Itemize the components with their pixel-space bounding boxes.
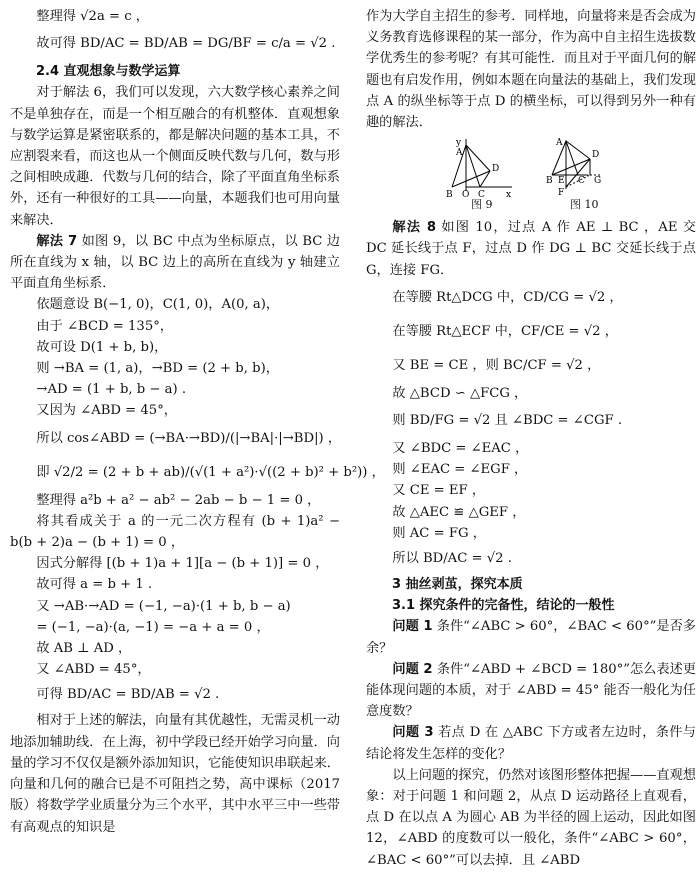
section-heading: 2.4 直观想象与数学运算 — [36, 64, 181, 80]
question-paragraph — [366, 659, 696, 723]
question-label: 问题 1 — [392, 619, 433, 635]
equation-line: = (−1, −a)·(a, −1) = −a + a = 0 ， — [36, 619, 270, 635]
equation-line: 则 ∠EAC = ∠EGF ， — [392, 462, 528, 478]
equation-line: 整理得 a²b + a² − ab² − 2ab − b − 1 = 0 ， — [36, 492, 321, 508]
equation-line: 又 ∠ABD = 45°， — [36, 662, 151, 678]
equation-line: 又 BE = CE ，则 BC/CF = √2 ， — [392, 357, 601, 373]
equation-line: 则 BD/FG = √2 且 ∠BDC = ∠CGF . — [392, 413, 623, 429]
paragraph — [366, 217, 696, 281]
equation-line: 又 ∠BDC = ∠EAC ， — [392, 441, 529, 457]
paragraph — [10, 231, 340, 295]
fig9-label-y: y — [456, 138, 462, 149]
subsection-heading: 3.1 探究条件的完备性，结论的一般性 — [392, 598, 615, 614]
figure-10 — [546, 135, 618, 199]
question-text: 条件“∠ABC > 60°，∠BAC < 60°”是否多余？ — [366, 619, 696, 656]
equation-line: →AD = (1 + b, b − a) . — [36, 382, 187, 398]
equation-line: 故 △BCD ∽ △FCG ， — [392, 385, 528, 401]
fig10-label-D: D — [592, 150, 600, 161]
paragraph-text: 如图 10，过点 A 作 AE ⊥ BC ，AE 交 DC 延长线于点 F，过点 D 作 DG ⊥ BC 交延长线于点 G，连接 FG． — [366, 220, 696, 278]
paragraph-text: 如图 9，以 BC 中点为坐标原点，以 BC 边所在直线为 x 轴，以 BC 边上的高所在直线为 y 轴建立平面直角坐标系． — [10, 233, 340, 292]
equation-line: 所以 cos∠ABD = (→BA·→BD)/(|→BA|·|→BD|) ， — [36, 430, 342, 446]
paragraph: 作为大学自主招生的参考．同样地，向量将来是否会成为义务教育选修课程的某一部分，作为高中自主招生选拔数学优秀生的参考呢？有其可能性．而且对于平面几何的解题也有启发作用，例如本题在向量法的基础上，我们发现点 A 的纵坐标等于点 D 的横坐标，可以得到另外一种有趣的解法． — [366, 9, 696, 131]
equation-line: 因式分解得 [(b + 1)a + 1][a − (b + 1)] = 0 ， — [36, 556, 329, 572]
equation-line: 又 CE = EF ， — [392, 483, 486, 499]
figure-9-caption: 图 9 — [471, 198, 493, 212]
fig9-label-A: A — [456, 148, 463, 159]
fig10-label-E: E — [558, 176, 565, 187]
question-label: 问题 3 — [392, 725, 434, 741]
right-column — [366, 6, 696, 871]
equation-line: 又因为 ∠ABD = 45°， — [36, 403, 177, 419]
question-paragraph — [366, 722, 696, 764]
equation-line: 所以 BD/AC = √2 . — [392, 551, 512, 567]
question-text: 条件“∠ABD + ∠BCD = 180°”怎么表述更能体现问题的本质，对于 ∠ABD = 45° 能否一般化为任意度数？ — [366, 661, 696, 720]
question-label: 问题 2 — [392, 661, 433, 677]
question-text: 若点 D 在 △ABC 下方或者左边时，条件与结论将发生怎样的变化？ — [366, 725, 696, 762]
section-heading: 3 抽丝剥茧，探究本质 — [392, 577, 523, 593]
equation-line: 则 AC = FG ， — [392, 525, 486, 541]
figure-10-caption: 图 10 — [570, 198, 599, 212]
equation-line: 依题意设 B(−1, 0)，C(1, 0)，A(0, a)， — [36, 297, 280, 313]
paragraph: 相对于上述的解法，向量有其优越性，无需灵机一动地添加辅助线．在上海，初中学段已经开始学习向量．向量的学习不仅仅是额外添加知识，它能使知识串联起来．向量和几何的融合已是不可阻挡之势，高中课标（2017 版）将数学学业质量分为三个水平，其中水平三中一些带有高观点的知识是 — [10, 713, 340, 835]
fig9-label-C: C — [478, 190, 485, 200]
equation-line: 由于 ∠BCD = 135°， — [36, 318, 173, 334]
paragraph: 对于解法 6，我们可以发现，六大数学核心素养之间不是单独存在，而是一个相互融合的有机整体．直观想象与数学运算是紧密联系的，都是解决问题的基本工具，不应割裂来看，而这也从一个侧面反映代数与几何，数与形之间相映成趣．代数与几何的结合，除了平面直角坐标系外，还有一种很好的工具——向量，本题我们也可用向量来解决． — [10, 85, 340, 228]
equation-line: 可得 BD/AC = BD/AB = √2 . — [36, 687, 220, 703]
fig10-label-B: B — [546, 176, 553, 187]
equation-line: 则 →BA = (1, a)，→BD = (2 + b, b)， — [36, 361, 279, 377]
fig9-label-B: B — [446, 190, 453, 200]
equation-line: 在等腰 Rt△DCG 中，CD/CG = √2 ， — [392, 289, 623, 305]
equation-line: 即 √2/2 = (2 + b + ab)/(√(1 + a²)·√((2 + b)² + b²)) ， — [36, 464, 385, 480]
equation-line: 故可得 BD/AC = BD/AB = DG/BF = c/a = √2 . — [36, 36, 336, 52]
equation-line: 在等腰 Rt△ECF 中，CF/CE = √2 ， — [392, 323, 618, 339]
fig10-label-F: F — [558, 188, 565, 199]
question-paragraph — [366, 616, 696, 658]
fig10-label-G: G — [594, 176, 602, 187]
figure-9 — [444, 135, 516, 199]
equation-line: 又 →AB·→AD = (−1, −a)·(1 + b, b − a) — [36, 598, 291, 614]
equation-line: 将其看成关于 a 的一元二次方程有 (b + 1)a² − b(b + 2)a − (b + 1) = 0 ， — [10, 513, 340, 551]
figures-row — [366, 135, 696, 213]
fig10-label-A: A — [556, 138, 563, 149]
equation-line: 故可设 D(1 + b, b)， — [36, 339, 168, 355]
fig10-label-C: C — [578, 176, 585, 187]
equation-line: 整理得 √2a = c ， — [36, 9, 149, 24]
equation-line: 故 △AEC ≌ △GEF ， — [392, 504, 526, 520]
equation-line: 故 AB ⊥ AD ， — [36, 641, 132, 657]
fig9-label-D: D — [492, 164, 500, 175]
fig9-label-x: x — [506, 190, 512, 200]
solution-label: 解法 7 — [36, 233, 78, 249]
paragraph: 以上问题的探究，仍然对该图形整体把握——直观想象：对于问题 1 和问题 2，从点 D 运动路径上直观看，点 D 在以点 A 为圆心 AB 为半径的圆上运动，因此如图 12，∠ABD 的度数可以一般化，条件“∠ABC > 60°，∠BAC < 60°”可以去掉．且 ∠ABD — [366, 767, 696, 868]
solution-label: 解法 8 — [392, 220, 437, 236]
left-column — [10, 6, 385, 838]
fig9-label-O: O — [462, 190, 470, 200]
equation-line: 故可得 a = b + 1 . — [36, 577, 153, 593]
